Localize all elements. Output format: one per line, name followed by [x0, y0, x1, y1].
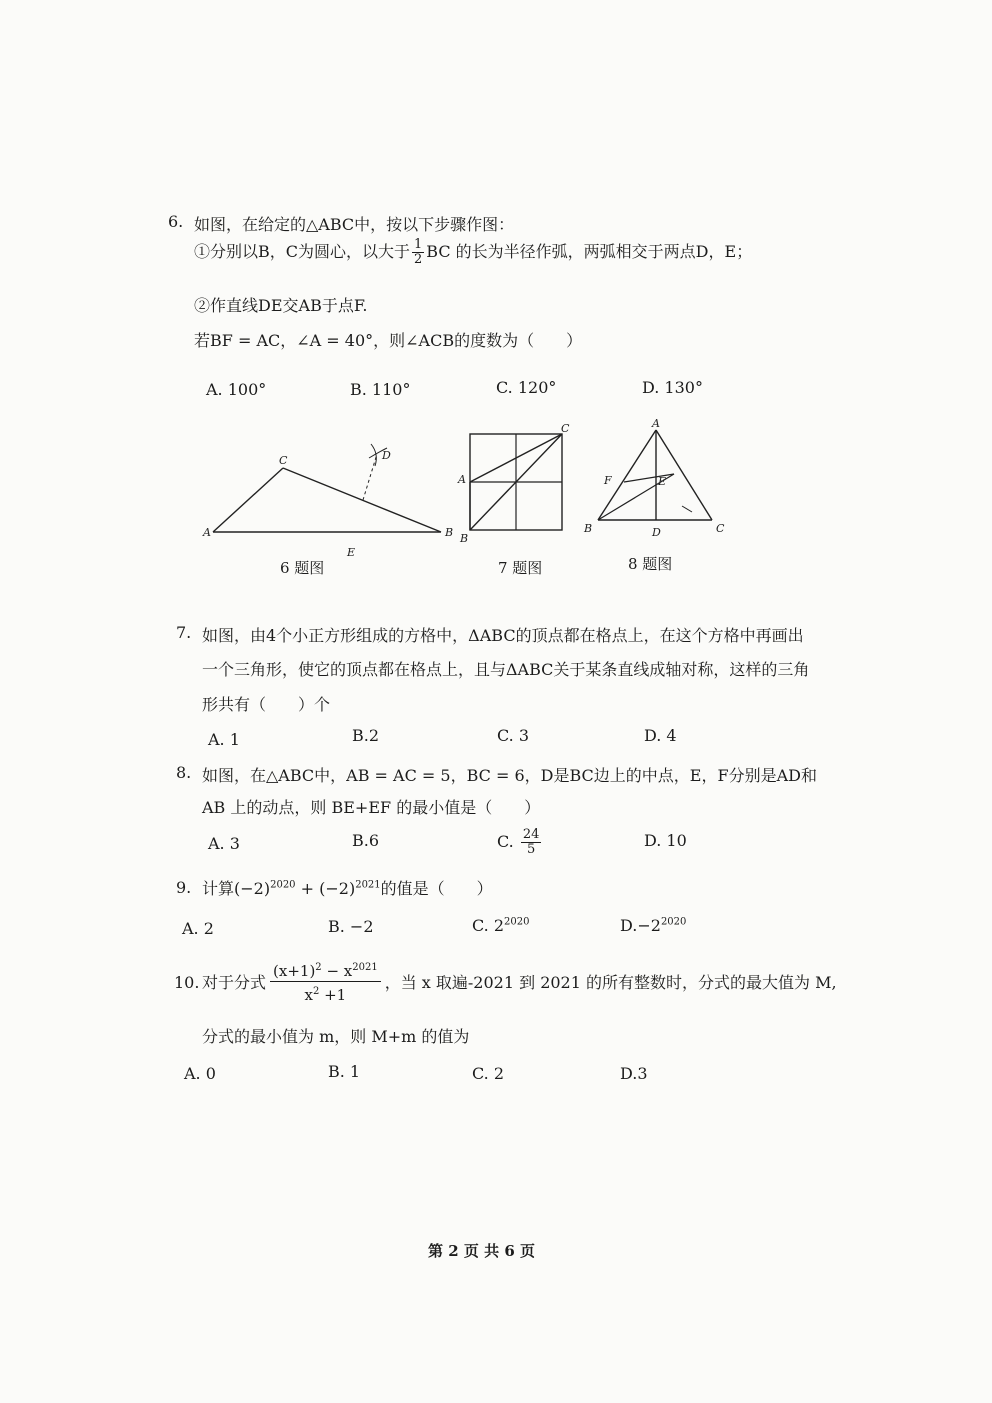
fig6-dashed-line [363, 454, 377, 500]
fig8-label-b: B [584, 522, 593, 535]
fig6-label-b: B [445, 526, 454, 539]
q10-fraction [270, 958, 381, 1005]
q10-num-a-exp: 2 [315, 962, 322, 973]
fig6-side-cb [283, 468, 441, 532]
fig8-label-f: F [604, 474, 612, 487]
q10-number: 10. [174, 973, 200, 992]
q8-option-c-label: C. [497, 832, 514, 851]
q9-exp1: 2020 [270, 879, 296, 891]
q6-option-d[interactable]: D. 130° [642, 378, 703, 397]
q6-step1-post: BC 的长为半径作弧，两弧相交于两点D，E； [426, 242, 753, 261]
q8-frac-numerator: 24 [522, 827, 540, 842]
q7-line3: 形共有（ ）个 [202, 695, 331, 714]
q10-num-a: (x+1) [273, 962, 316, 980]
q7-line1: 如图，由4个小正方形组成的方格中，ΔABC的顶点都在格点上，在这个方格中再画出 [202, 626, 804, 645]
fig6-caption: 6 题图 [280, 559, 325, 577]
figure-7 [452, 420, 577, 550]
q6-step2: ②作直线DE交AB于点F. [194, 296, 368, 315]
q10-den-x: x [304, 986, 313, 1004]
q9-text-pre: 计算 [202, 879, 235, 898]
fig7-label-a: A [458, 473, 466, 486]
q10-stem [202, 958, 837, 1005]
q9-option-b[interactable]: B. −2 [328, 917, 374, 936]
q6-stem: 如图，在给定的△ABC中，按以下步骤作图： [194, 215, 515, 234]
q6-step1-pre: ①分别以B，C为圆心，以大于 [194, 242, 411, 261]
fig8-label-d: D [652, 526, 661, 539]
q10-denominator [304, 982, 346, 1005]
q9-option-c[interactable] [472, 916, 529, 935]
q6-number: 6. [168, 212, 184, 231]
q9-option-c-exp: 2020 [504, 916, 530, 928]
q9-term1: (−2) [234, 879, 271, 898]
q6-option-c[interactable]: C. 120° [496, 378, 557, 397]
fig6-side-ac [213, 468, 283, 532]
q6-step1 [194, 238, 752, 267]
q10-option-d[interactable]: D.3 [620, 1064, 648, 1083]
fig6-label-a: A [203, 526, 211, 539]
q7-line2: 一个三角形，使它的顶点都在格点上，且与ΔABC关于某条直线成轴对称，这样的三角 [202, 660, 810, 679]
q9-option-d-exp: 2020 [660, 916, 687, 928]
q6-option-a[interactable]: A. 100° [206, 380, 267, 399]
fig6-label-c: C [279, 454, 288, 467]
q10-den-exp: 2 [312, 986, 320, 997]
q9-stem [202, 876, 493, 899]
q10-num-b: − x [321, 962, 353, 980]
q9-plus: + [295, 879, 320, 898]
q7-option-b[interactable]: B.2 [352, 726, 380, 745]
q8-option-d[interactable]: D. 10 [644, 831, 687, 850]
fig6-label-e: E [347, 546, 356, 559]
q10-text-post: ，当 x 取遍-2021 到 2021 的所有整数时，分式的最大值为 M, [384, 973, 837, 992]
q8-option-c-fraction [521, 828, 542, 857]
fig8-mark [682, 506, 692, 512]
figure-6 [195, 436, 465, 566]
page-footer: 第 2 页 共 6 页 [428, 1242, 535, 1260]
q6-option-b[interactable]: B. 110° [350, 380, 411, 399]
fig7-label-b: B [460, 532, 469, 545]
fig8-label-c: C [716, 522, 725, 535]
q9-option-d-base: D.−2 [620, 916, 661, 935]
fig7-label-c: C [561, 422, 570, 435]
q10-text-pre: 对于分式 [202, 973, 267, 992]
q7-option-c[interactable]: C. 3 [497, 726, 530, 745]
q10-line2: 分式的最小值为 m，则 M+m 的值为 [202, 1027, 470, 1046]
q8-line1: 如图，在△ABC中，AB = AC = 5，BC = 6，D是BC边上的中点，E，F分别是AD和 [202, 766, 817, 785]
q8-option-c[interactable] [497, 828, 543, 857]
half-numerator: 1 [414, 237, 423, 252]
q9-option-d[interactable] [620, 916, 686, 935]
fig6-label-d: D [382, 449, 391, 462]
q9-text-post: 的值是（ ） [380, 879, 493, 898]
q8-option-a[interactable]: A. 3 [208, 834, 240, 853]
q10-option-a[interactable]: A. 0 [184, 1064, 216, 1083]
q10-option-b[interactable]: B. 1 [328, 1062, 361, 1081]
fig8-caption: 8 题图 [628, 555, 673, 573]
q9-option-a[interactable]: A. 2 [182, 919, 214, 938]
fig8-label-e: E [658, 475, 667, 488]
q7-number: 7. [176, 623, 192, 642]
q9-number: 9. [176, 878, 192, 897]
q10-option-c[interactable]: C. 2 [472, 1064, 505, 1083]
figure-8 [578, 414, 728, 544]
q10-den-tail: +1 [319, 986, 347, 1004]
q10-num-b-exp: 2021 [352, 962, 378, 973]
q8-number: 8. [176, 763, 192, 782]
q9-term2: (−2) [319, 879, 356, 898]
fig8-label-a: A [652, 417, 660, 430]
q6-condition: 若BF = AC，∠A = 40°，则∠ACB的度数为（ ） [194, 331, 583, 350]
q7-option-a[interactable]: A. 1 [208, 730, 240, 749]
q9-option-c-base: C. 2 [472, 916, 505, 935]
q8-frac-denominator: 5 [526, 842, 536, 857]
q10-numerator [270, 958, 381, 982]
q7-option-d[interactable]: D. 4 [644, 726, 677, 745]
fig7-caption: 7 题图 [498, 559, 543, 577]
q9-exp2: 2021 [355, 879, 381, 891]
half-denominator: 2 [414, 252, 423, 267]
q8-line2: AB 上的动点，则 BE+EF 的最小值是（ ） [202, 798, 541, 817]
half-fraction [412, 238, 424, 267]
q8-option-b[interactable]: B.6 [352, 831, 380, 850]
